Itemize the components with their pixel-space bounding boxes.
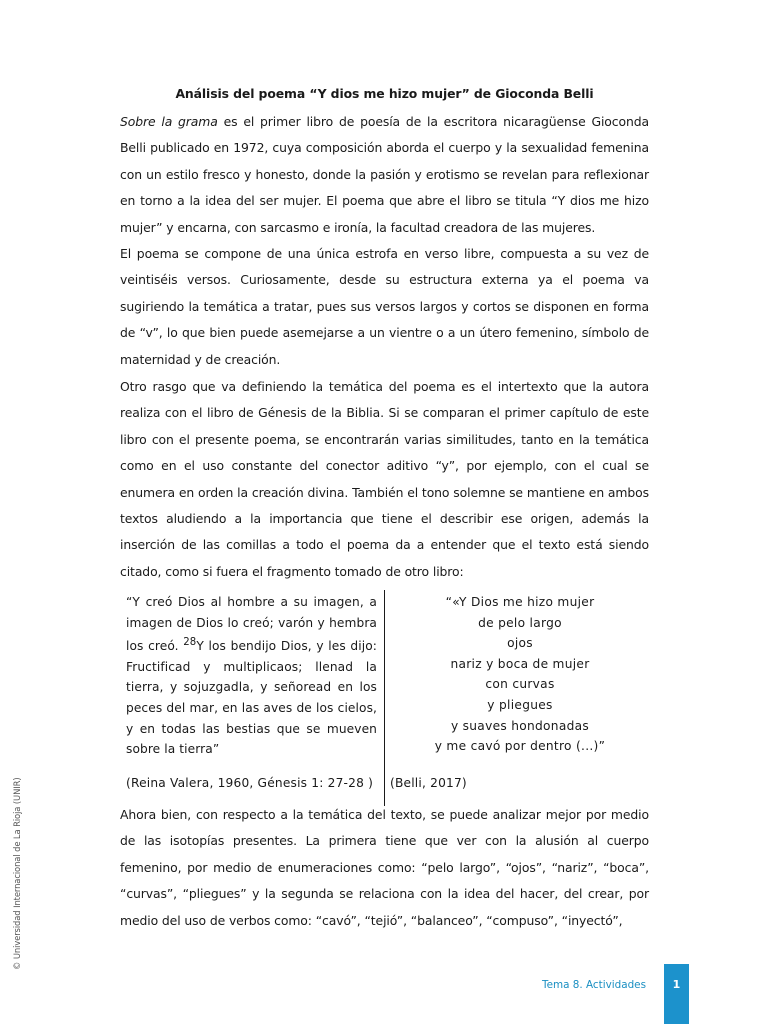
poem-line: y me cavó por dentro (...)” — [434, 739, 606, 754]
poem-quote — [395, 592, 645, 757]
column-divider — [384, 590, 385, 806]
paragraph-intro — [120, 109, 649, 241]
poem-line: con curvas — [485, 677, 555, 692]
page-number: 1 — [672, 978, 681, 991]
section-label: Tema 8. Actividades — [542, 979, 646, 991]
comparison-table — [120, 590, 649, 806]
verse-number: 28 — [183, 637, 197, 649]
copyright-credit: © Universidad Internacional de La Rioja (UNIR) — [12, 777, 22, 970]
page-number-box — [664, 964, 689, 1024]
poem-line: de pelo largo — [478, 615, 562, 630]
bible-citation: (Reina Valera, 1960, Génesis 1: 27-28 ) — [126, 776, 374, 790]
poem-line: “«Y Dios me hizo mujer — [445, 595, 595, 609]
poem-line: nariz y boca de mujer — [450, 656, 590, 671]
paragraph-structure: El poema se compone de una única estrofa en verso libre, compuesta a su vez de veintiséis versos. Curiosamente, desde su estructura externa ya el poema va sugiriendo la temática a tratar, pues sus versos largos y cortos se disponen en forma de “v”, lo que bien puede asemejarse a un vientre o a un útero femenino, símbolo de maternidad y de creación. — [120, 246, 649, 367]
bible-quote-text-1: “Y creó Dios al hombre a su imagen, a imagen de Dios lo creó; varón y hembra los creó. — [126, 595, 377, 654]
paragraph-intro-text: es el primer libro de poesía de la escritora nicaragüense Gioconda Belli publicado en 1972, cuya composición aborda el cuerpo y la sexualidad femenina con un estilo fresco y honesto, donde la pasión y erotismo se revelan para reflexionar en torno a la idea del ser mujer. El poema que abre el libro se titula “Y dios me hizo mujer” y encarna, con sarcasmo e ironía, la facultad creadora de las mujeres. — [120, 114, 649, 235]
bible-quote — [126, 592, 377, 760]
poem-line: ojos — [507, 636, 533, 651]
paragraph-isotopies: Ahora bien, con respecto a la temática del texto, se puede analizar mejor por medio de las isotopías presentes. La primera tiene que ver con la alusión al cuerpo femenino, por medio de enumeraciones como: “pelo largo”, “ojos”, “nariz”, “boca”, “curvas”, “pliegues” y la segunda se relaciona con la idea del hacer, del crear, por medio del uso de verbos como: “cavó”, “tejió”, “balanceo”, “compuso”, “inyectó”, — [120, 807, 649, 928]
bible-quote-text-2: Y los bendijo Dios, y les dijo: Fructificad y multiplicaos; llenad la tierra, y sojuzgadla, y señoread en los peces del mar, en las aves de los cielos, y en todas las bestias que se mueven sobre la tierra” — [126, 639, 377, 757]
poem-line: y suaves hondonadas — [450, 718, 590, 733]
paragraph-intertext: Otro rasgo que va definiendo la temática del poema es el intertexto que la autora realiza con el libro de Génesis de la Biblia. Si se comparan el primer capítulo de este libro con el presente poema, se encontrarán varias similitudes, tanto en la temática como en el uso constante del conector aditivo “y”, por ejemplo, con el cual se enumera en orden la creación divina. También el tono solemne se mantiene en ambos textos aludiendo a la importancia que tiene el describir ese origen, además la inserción de las comillas a todo el poema da a entender que el texto está siendo citado, como si fuera el fragmento tomado de otro libro: — [120, 379, 649, 579]
book-title: Sobre la grama — [120, 114, 218, 129]
poem-citation: (Belli, 2017) — [390, 776, 467, 790]
document-title: Análisis del poema “Y dios me hizo mujer” de Gioconda Belli — [175, 86, 594, 101]
poem-line: y pliegues — [487, 697, 553, 712]
